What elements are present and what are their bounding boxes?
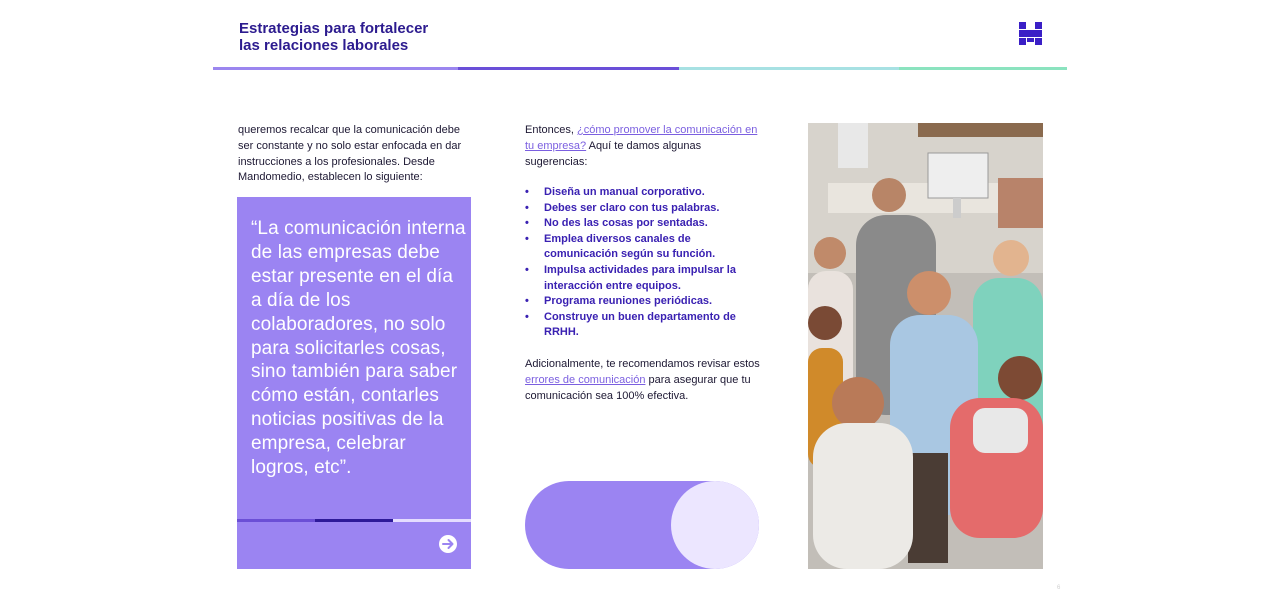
toggle-knob[interactable] xyxy=(671,481,759,569)
page-number: 6 xyxy=(1057,585,1061,591)
title-line-2: las relaciones laborales xyxy=(239,37,409,54)
team-photo-illustration xyxy=(808,123,1043,569)
intro-prefix: Entonces, xyxy=(525,124,577,136)
header-rule-segment xyxy=(899,67,1067,70)
carousel-progress-segment xyxy=(237,519,315,522)
list-item: • Emplea diversos canales de comunicación según su función. xyxy=(525,232,755,263)
list-item: • Impulsa actividades para impulsar la interacción entre equipos. xyxy=(525,263,755,294)
list-item: • Construye un buen departamento de RRHH. xyxy=(525,310,755,341)
list-item: • Programa reuniones periódicas. xyxy=(525,294,755,310)
arrow-right-circle-icon[interactable] xyxy=(438,534,458,554)
list-item: • No des las cosas por sentadas. xyxy=(525,216,755,232)
promote-communication-link[interactable]: ¿cómo promover la comunicación en tu empresa? xyxy=(525,124,758,152)
h-logo-icon xyxy=(1019,22,1042,45)
carousel-progress-segment-active xyxy=(315,519,393,522)
list-item: • Debes ser claro con tus palabras. xyxy=(525,201,755,217)
list-item: • Diseña un manual corporativo. xyxy=(525,185,755,201)
col2-outro-text xyxy=(525,357,765,404)
quote-card xyxy=(237,197,471,569)
intro-suffix: Aquí te damos algunas sugerencias: xyxy=(525,139,702,168)
col2-intro-text xyxy=(525,123,765,170)
header-rule-segment xyxy=(679,67,899,70)
col1-intro-text: queremos recalcar que la comunicación debe ser constante y no solo estar enfocada en dar instrucciones a los profesionales. Desde Mandomedio, establecen lo siguiente: xyxy=(238,124,462,184)
outro-suffix: para asegurar que tu comunicación sea 100% efectiva. xyxy=(525,373,751,402)
page-title xyxy=(239,20,428,54)
outro-prefix: Adicionalmente, te recomendamos revisar estos xyxy=(525,358,760,370)
carousel-progress-segment xyxy=(393,519,471,522)
suggestions-list xyxy=(525,185,755,341)
title-line-1: Estrategias para fortalecer xyxy=(239,20,429,37)
quote-text: “La comunicación interna de las empresas debe estar presente en el día a día de los colaboradores, no solo para solicitarles cosas, sino también para saber cómo están, contarles noticias positivas de la empresa, celebrar logros, etc”. xyxy=(251,218,466,479)
team-photo xyxy=(808,123,1043,569)
header-rule-segment xyxy=(458,67,679,70)
header-rule-segment xyxy=(213,67,458,70)
decorative-toggle[interactable] xyxy=(525,481,759,569)
communication-errors-link[interactable]: errores de comunicación xyxy=(525,373,646,386)
